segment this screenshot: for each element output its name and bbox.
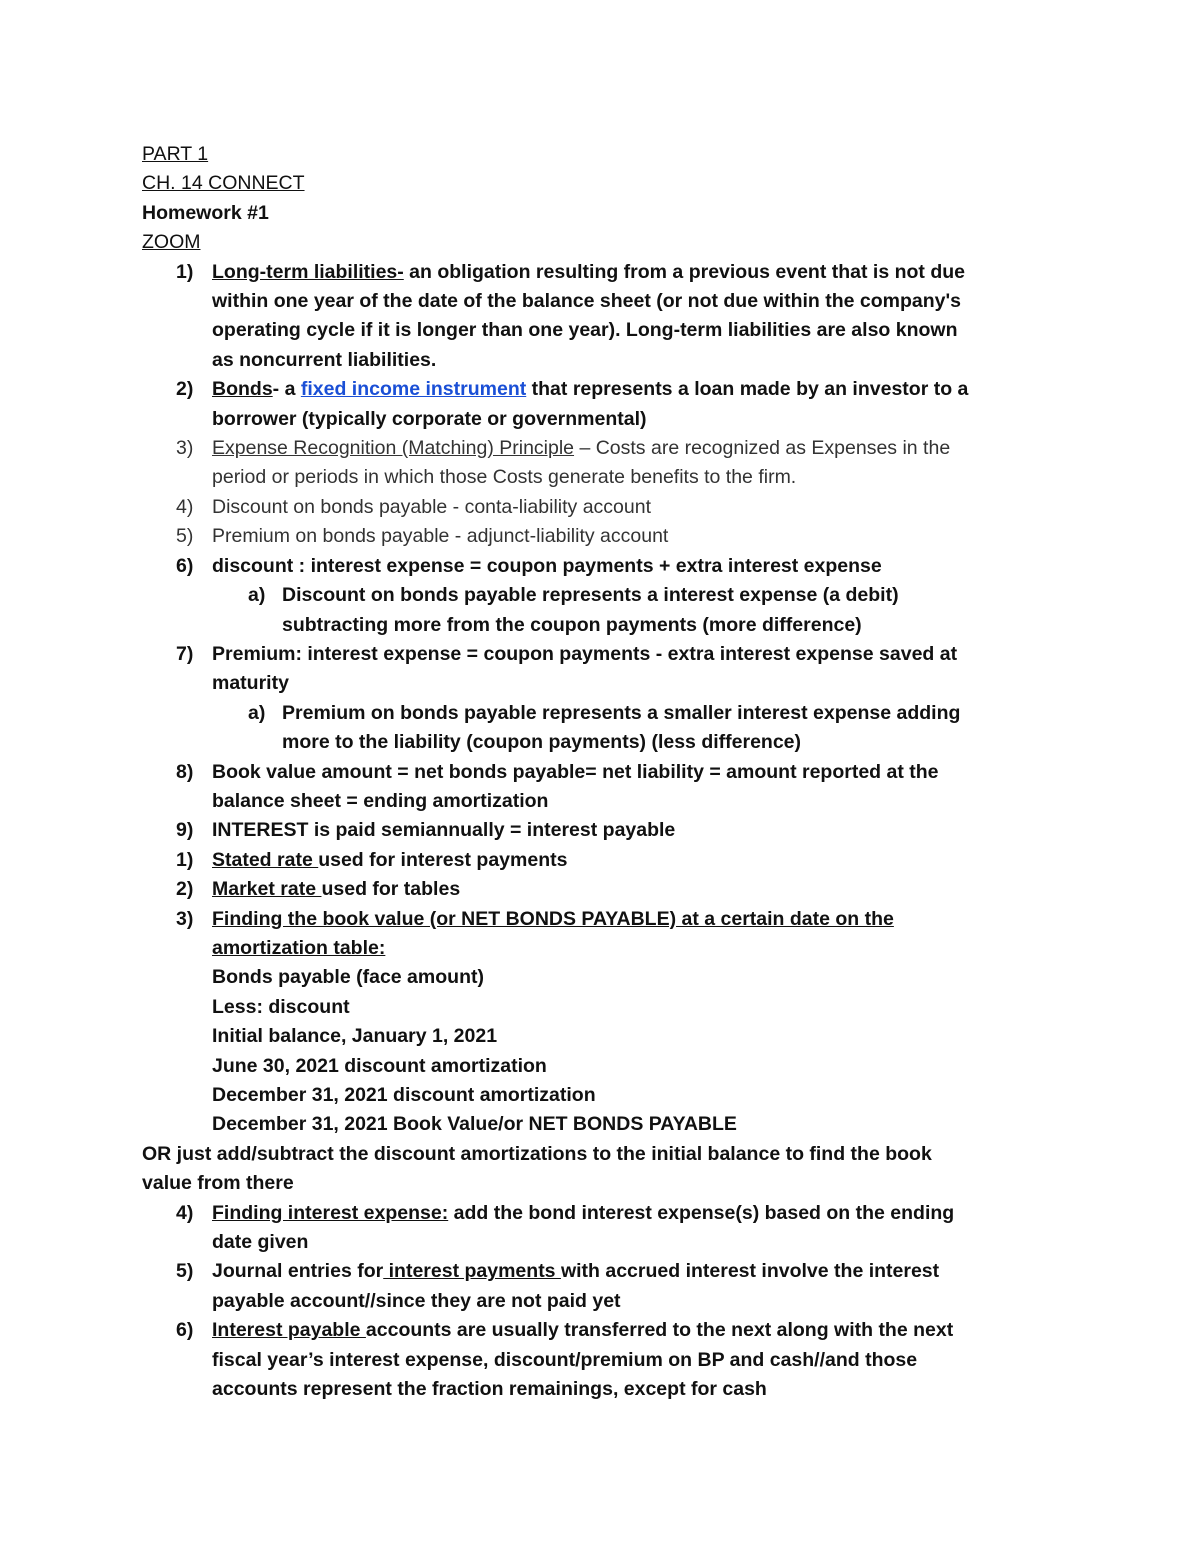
step-line: Less: discount bbox=[212, 995, 350, 1018]
item-text: Discount on bonds payable represents a interest expense (a debit) bbox=[282, 584, 899, 607]
item-number: 2) bbox=[176, 878, 194, 901]
item-text: discount : interest expense = coupon payments + extra interest expense bbox=[212, 554, 882, 577]
item-text: used for tables bbox=[321, 878, 461, 901]
list-item bbox=[142, 846, 1062, 875]
step-line: June 30, 2021 discount amortization bbox=[212, 1054, 547, 1077]
or-note: OR just add/subtract the discount amortizations to the initial balance to find the book bbox=[142, 1142, 932, 1165]
item-text: Premium on bonds payable - adjunct-liability account bbox=[212, 525, 669, 548]
term-interest-payments: interest payments bbox=[383, 1260, 561, 1283]
list-item bbox=[142, 1257, 1062, 1316]
item-text: with accrued interest involve the interest bbox=[560, 1260, 940, 1283]
step-line: December 31, 2021 discount amortization bbox=[212, 1084, 596, 1106]
item-text: date given bbox=[212, 1231, 309, 1254]
part-heading: PART 1 bbox=[142, 143, 209, 165]
item-text: period or periods in which those Costs generate benefits to the firm. bbox=[212, 466, 797, 489]
item-text: more to the liability (coupon payments) (less difference) bbox=[282, 731, 802, 754]
list-item bbox=[142, 375, 1062, 434]
sub-list-item bbox=[212, 581, 1062, 640]
term-interest-payable: Interest payable bbox=[212, 1319, 366, 1342]
item-text: within one year of the date of the balance sheet (or not due within the company's bbox=[212, 290, 961, 313]
step-line: Initial balance, January 1, 2021 bbox=[212, 1025, 498, 1048]
item-text: Book value amount = net bonds payable= net liability = amount reported at the bbox=[212, 760, 939, 783]
item-number: 3) bbox=[176, 437, 194, 460]
list-item bbox=[142, 905, 1062, 1140]
item-text: Premium on bonds payable represents a smaller interest expense adding bbox=[282, 701, 961, 724]
item-text: that represents a loan made by an investor to a bbox=[526, 378, 969, 401]
item-text: Premium: interest expense = coupon payments - extra interest expense saved at bbox=[212, 642, 958, 665]
item-number: 4) bbox=[176, 1201, 194, 1224]
list-item bbox=[142, 875, 1062, 904]
fixed-income-instrument-link[interactable]: fixed income instrument bbox=[300, 378, 527, 401]
term-market-rate: Market rate bbox=[212, 878, 322, 901]
term-bonds: Bonds bbox=[212, 378, 273, 401]
term-expense-recognition: Expense Recognition (Matching) Principle bbox=[212, 437, 575, 460]
item-number: 5) bbox=[176, 525, 194, 548]
item-text: add the bond interest expense(s) based on the ending bbox=[448, 1201, 955, 1224]
item-text: subtracting more from the coupon payments (more difference) bbox=[282, 613, 862, 636]
list-item bbox=[142, 493, 1062, 522]
item-text: maturity bbox=[212, 672, 289, 695]
term-stated-rate: Stated rate bbox=[212, 848, 319, 871]
item-number: 2) bbox=[176, 378, 194, 401]
term-long-term-liabilities: Long-term liabilities- bbox=[212, 260, 404, 283]
item-number: 4) bbox=[176, 495, 194, 518]
item-text: operating cycle if it is longer than one year). Long-term liabilities are also known bbox=[212, 319, 958, 342]
term-finding-book-value: Finding the book value (or NET BONDS PAYABLE) at a certain date on the bbox=[212, 907, 894, 930]
item-number: 8) bbox=[176, 760, 194, 783]
item-number: 1) bbox=[176, 848, 194, 871]
item-number: 1) bbox=[176, 260, 194, 283]
list-item bbox=[142, 258, 1062, 376]
item-text: balance sheet = ending amortization bbox=[212, 789, 549, 812]
term-finding-book-value: amortization table: bbox=[212, 936, 386, 959]
item-text: borrower (typically corporate or governmental) bbox=[212, 407, 647, 430]
item-number: 6) bbox=[176, 1319, 194, 1342]
item-text: accounts represent the fraction remainings, except for cash bbox=[212, 1378, 767, 1401]
list-item bbox=[142, 758, 1062, 817]
item-text: an obligation resulting from a previous event that is not due bbox=[403, 260, 965, 283]
item-text: Discount on bonds payable - conta-liability account bbox=[212, 495, 652, 518]
item-number: 9) bbox=[176, 819, 194, 842]
item-text: - a bbox=[272, 378, 301, 401]
item-number: 7) bbox=[176, 642, 194, 665]
list-item bbox=[142, 1316, 1062, 1404]
item-text: fiscal year’s interest expense, discount/premium on BP and cash//and those bbox=[212, 1348, 918, 1371]
step-line: Bonds payable (face amount) bbox=[212, 966, 484, 989]
list-item bbox=[142, 434, 1062, 493]
document-content bbox=[142, 140, 1062, 1404]
item-number: 5) bbox=[176, 1260, 194, 1283]
list-item bbox=[142, 1199, 1062, 1258]
list-item bbox=[142, 522, 1062, 551]
zoom-heading: ZOOM bbox=[142, 231, 201, 254]
item-text: as noncurrent liabilities. bbox=[212, 348, 437, 371]
item-text: used for interest payments bbox=[318, 848, 568, 871]
item-text: accounts are usually transferred to the next along with the next bbox=[365, 1319, 954, 1342]
list-item bbox=[142, 816, 1062, 845]
or-note: value from there bbox=[142, 1172, 294, 1195]
item-number: 3) bbox=[176, 907, 194, 930]
term-finding-interest-expense: Finding interest expense: bbox=[212, 1201, 449, 1224]
item-text: Journal entries for bbox=[212, 1260, 384, 1283]
homework-heading: Homework #1 bbox=[142, 201, 269, 224]
item-number: 6) bbox=[176, 554, 194, 577]
list-item bbox=[142, 640, 1062, 699]
chapter-heading: CH. 14 CONNECT bbox=[142, 172, 305, 195]
item-number: a) bbox=[248, 584, 266, 607]
step-line: December 31, 2021 Book Value/or NET BONDS PAYABLE bbox=[212, 1113, 737, 1136]
item-text: payable account//since they are not paid yet bbox=[212, 1289, 621, 1312]
sub-list-item bbox=[212, 699, 1062, 758]
item-number: a) bbox=[248, 701, 266, 724]
item-text: – Costs are recognized as Expenses in the bbox=[574, 437, 951, 460]
item-text: INTEREST is paid semiannually = interest payable bbox=[212, 819, 676, 842]
list-item bbox=[142, 552, 1062, 581]
